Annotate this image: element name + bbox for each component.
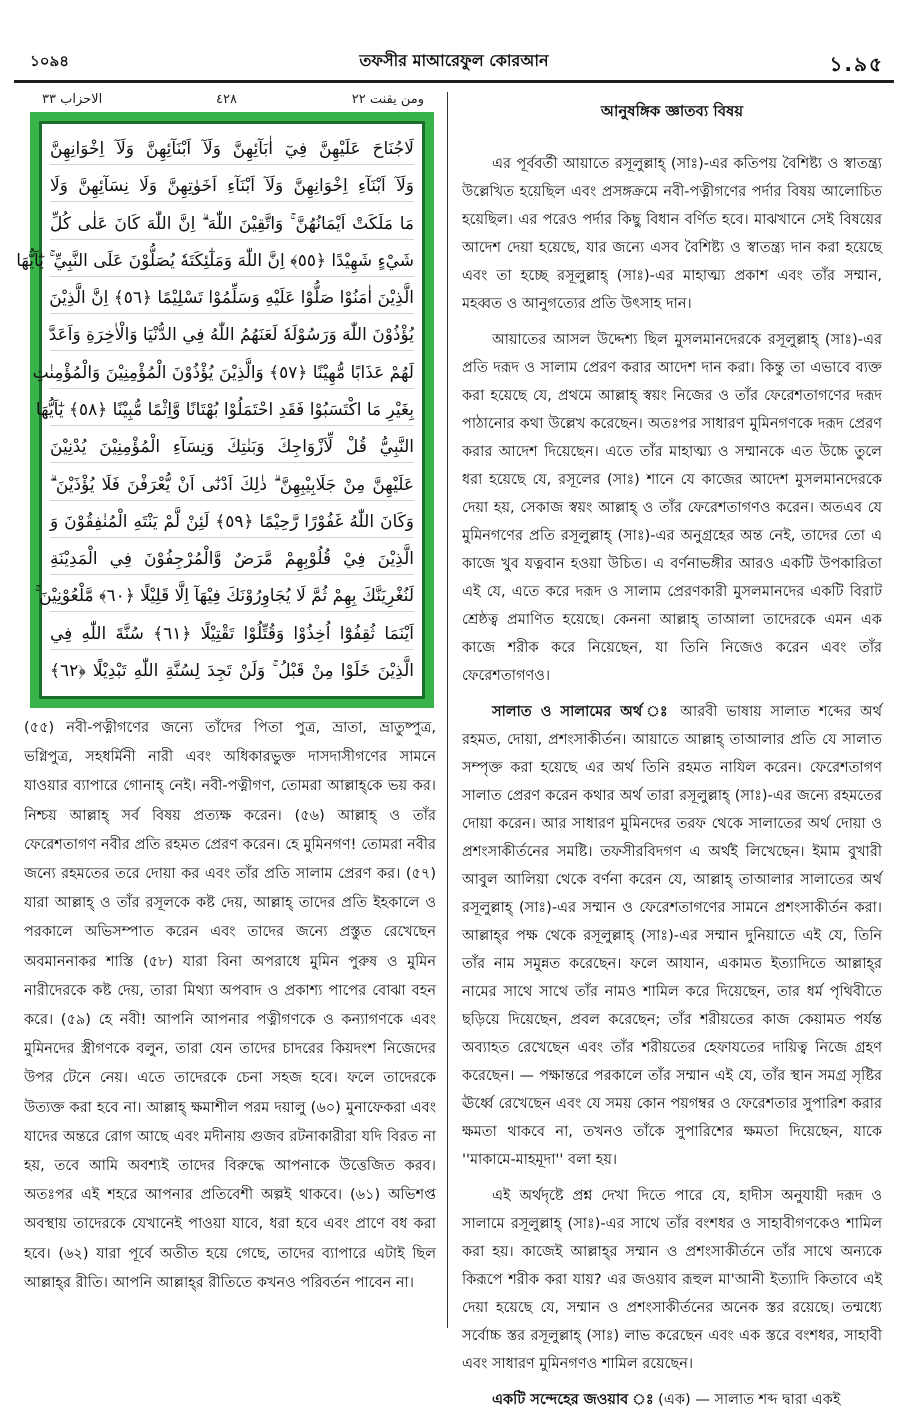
arabic-line: الَّذِيْنَ خَلَوْا مِنْ قَبْلُ ۚ وَلَنْ تَجِدَ لِسُنَّةِ اللّٰهِ تَبْدِيْلًا ﴿٦٢﴾ bbox=[50, 660, 414, 681]
juz-label: ومن يقنت ٢٢ bbox=[351, 92, 424, 107]
arabic-line: عَلَيْهِنَّ مِنْ جَلَابِيْبِهِنَّ ۗ ذٰلِكَ اَدْنٰٓى اَنْ يُّعْرَفْنَ فَلَا يُؤْذَيْنَ ۗ bbox=[50, 470, 414, 501]
paragraph-text: আয়াতের আসল উদ্দেশ্য ছিল মুসলমানদেরকে রসূলুল্লাহ্ (সাঃ)-এর প্রতি দরূদ ও সালাম প্রেরণ করার আদেশ দান করা। কিন্তু তা এভাবে ব্যক্ত করা হয়েছে যে, প্রথমে আল্লাহ্ স্বয়ং নিজের ও তাঁর ফেরেশতাগণের দরূদ পাঠানোর কথা উল্লেখ করেছেন। অতঃপর সাধারণ মুমিনগণকে দরূদ প্রেরণ করার আদেশ দিয়েছেন। এতে তাঁর মাহাত্ম্য ও সম্মানকে এত উচ্চে তুলে ধরা হয়েছে যে, রসূলের (সাঃ) শানে যে কাজের আদেশ মুসলমানদেরকে দেয়া হয়, সেকাজ স্বয়ং আল্লাহ্ ও তাঁর ফেরেশতাগণও করেন। অতএব যে মুমিনগণের প্রতি রসূলুল্লাহ্ (সাঃ)-এর অনুগ্রহের অন্ত নেই, তাদের তো এ কাজে খুব যত্নবান হওয়া উচিত। এ বর্ণনাভঙ্গীর আরও একটি উপকারিতা এই যে, এতে করে দরূদ ও সালাম প্রেরণকারী মুসলমানদের একটি বিরাট শ্রেষ্ঠত্ব প্রমাণিত হয়েছে। কেননা আল্লাহ্ তাআলা তাদেরকে এমন এক কাজে শরীক করে নিয়েছেন, যা তিনি নিজেও করেন এবং তাঁর ফেরেশতাগণও। bbox=[462, 332, 882, 684]
column-divider bbox=[447, 92, 448, 1328]
paragraph-text: আরবী ভাষায় সালাত শব্দের অর্থ রহমত, দোয়া, প্রশংসাকীর্তন। আয়াতে আল্লাহ্ তাআলার প্রতি যে সালাত সম্পৃক্ত করা হয়েছে এর অর্থ তিনি রহমত নাযিল করেন। ফেরেশতাগণ সালাত প্রেরণ করেন কথার অর্থ তারা রসূলুল্লাহ্ (সাঃ)-এর জন্যে রহমতের দোয়া করেন। আর সাধারণ মুমিনদের তরফ থেকে সালাতের অর্থ দোয়া ও প্রশংসাকীর্তনের সমষ্টি। তফসীরবিদগণ এ অর্থই লিখেছেন। ইমাম বুখারী আবুল আলিয়া থেকে বর্ণনা করেন যে, আল্লাহ্ তাআলার সালাতের অর্থ রসূলুল্লাহ্ (সাঃ)-এর সম্মান ও ফেরেশতাগণের সামনে প্রশংসাকীর্তন করা। আল্লাহ্‌র পক্ষ থেকে রসূলুল্লাহ্ (সাঃ)-এর সম্মান দুনিয়াতে এই যে, তিনি তাঁর নাম সমুন্নত করেছেন। ফলে আযান, একামত ইত্যাদিতে আল্লাহ্‌র নামের সাথে সাথে তাঁর নামও শামিল করে দিয়েছেন, তার ধর্ম পৃথিবীতে ছড়িয়ে দিয়েছেন, প্রবল করেছেন; তাঁর শরীয়তের কাজ কেয়ামত পর্যন্ত অব্যাহত রেখেছেন এবং তাঁর শরীয়তের হেফাযতের দায়িত্ব নিজে গ্রহণ করেছেন। — পক্ষান্তরে পরকালে তাঁর সম্মান এই যে, তাঁর স্থান সমগ্র সৃষ্টির ঊর্ধ্বে রেখেছেন এবং যে সময় কোন পয়গম্বর ও ফেরেশতার সুপারিশ করার ক্ষমতা থাকবে না, তখনও তাঁকে সুপারিশের ক্ষমতা দিয়েছেন, যাকে ''মাকামে-মাহমূদা'' বলা হয়। bbox=[462, 704, 883, 1168]
commentary-paragraph bbox=[462, 1386, 882, 1414]
arabic-line: اَيْنَمَا ثُقِفُوْٓا اُخِذُوْا وَقُتِّلُوْا تَقْتِيْلًا ﴿٦١﴾ سُنَّةَ اللّٰهِ فِي bbox=[50, 619, 414, 650]
paragraph-text: এই অর্থদৃষ্টে প্রশ্ন দেখা দিতে পারে যে, হাদীস অনুযায়ী দরূদ ও সালামে রসূলুল্লাহ্ (সাঃ)-এর সাথে তাঁর বংশধর ও সাহাবীগণকেও শামিল করা হয়। কাজেই আল্লাহ্‌র সম্মান ও প্রশংসাকীর্তনে তাঁর সাথে অন্যকে কিরূপে শরীক করা যায়? এর জওয়াব রূহুল মা'আনী ইত্যাদি কিতাবে এই দেয়া হয়েছে যে, সম্মান ও প্রশংসাকীর্তনের অনেক স্তর রয়েছে। তন্মধ্যে সর্বোচ্চ স্তর রসূলুল্লাহ্ (সাঃ) লাভ করেছেন এবং এক স্তরে বংশধর, সাহাবী এবং সাধারণ মুমিনগণও শামিল রয়েছেন। bbox=[462, 1188, 882, 1372]
paragraph-text: (এক) — সালাত শব্দ দ্বারা একই bbox=[653, 1392, 841, 1408]
arabic-line: شَيْءٍ شَهِيْدًا ﴿٥٥﴾ اِنَّ اللّٰهَ وَمَلٰٓئِكَتَهٗ يُصَلُّوْنَ عَلَى النَّبِيِّ ۚ يٰٓاَيُّهَا bbox=[50, 246, 414, 277]
section-heading: আনুষঙ্গিক জ্ঞাতব্য বিষয় bbox=[600, 102, 744, 120]
mushaf-page-number: ٤٢٨ bbox=[216, 92, 237, 107]
page-number-right: ১.৯৫ bbox=[829, 52, 884, 76]
arabic-line: وَكَانَ اللّٰهُ غَفُوْرًا رَّحِيْمًا ﴿٥٩﴾ لَئِنْ لَّمْ يَنْتَهِ الْمُنٰفِقُوْنَ وَ bbox=[50, 507, 414, 538]
arabic-line: يُؤْذُوْنَ اللّٰهَ وَرَسُوْلَهٗ لَعَنَهُمُ اللّٰهُ فِي الدُّنْيَا وَالْاٰخِرَةِ وَاَعَدَّ bbox=[50, 320, 414, 351]
arabic-line: بِغَيْرِ مَا اكْتَسَبُوْا فَقَدِ احْتَمَلُوْا بُهْتَانًا وَّاِثْمًا مُّبِيْنًا ﴿٥٨﴾ يٰٓاَيُّهَا bbox=[50, 395, 414, 426]
paragraph-text: এর পূর্ববর্তী আয়াতে রসূলুল্লাহ্ (সাঃ)-এর কতিপয় বৈশিষ্ট্য ও স্বাতন্ত্র্য উল্লেখিত হয়েছিল এবং প্রসঙ্গক্রমে নবী-পত্নীগণের পর্দার বিষয় আলোচিত হয়েছিল। এর পরেও পর্দার কিছু বিধান বর্ণিত হবে। মাঝখানে সেই বিষয়ের আদেশ দেয়া হয়েছে, যার জন্যে এসব বৈশিষ্ট্য ও স্বাতন্ত্র্য দান করা হয়েছে এবং তা হচ্ছে রসূলুল্লাহ্ (সাঃ)-এর মাহাত্ম্য প্রকাশ এবং তাঁর সম্মান, মহব্বত ও আনুগত্যের প্রতি উৎসাহ দান। bbox=[462, 156, 882, 312]
commentary-paragraph bbox=[462, 1182, 882, 1378]
commentary-paragraph bbox=[462, 698, 882, 1174]
arabic-line: لَنُغْرِيَنَّكَ بِهِمْ ثُمَّ لَا يُجَاوِرُوْنَكَ فِيْهَآ اِلَّا قَلِيْلًا ﴿٦٠﴾ مَّلْعُوْنِيْنَ ۚ bbox=[50, 581, 414, 612]
page-header bbox=[14, 44, 894, 80]
bengali-translation: (৫৫) নবী-পত্নীগণের জন্যে তাঁদের পিতা পুত্র, ভ্রাতা, ভ্রাতুষ্পুত্র, ভগ্নিপুত্র, সহধর্মিনী নারী এবং অধিকারভুক্ত দাসদাসীগণের সামনে যাওয়ার ব্যাপারে গোনাহ্ নেই। নবী-পত্নীগণ, তোমরা আল্লাহ্‌কে ভয় কর। নিশ্চয় আল্লাহ্ সর্ব বিষয় প্রত্যক্ষ করেন। (৫৬) আল্লাহ্ ও তাঁর ফেরেশতাগণ নবীর প্রতি রহমত প্রেরণ করেন। হে মুমিনগণ! তোমরা নবীর জন্যে রহমতের তরে দোয়া কর এবং তাঁর প্রতি সালাম প্রেরণ কর। (৫৭) যারা আল্লাহ্ ও তাঁর রসূলকে কষ্ট দেয়, আল্লাহ্ তাদের প্রতি ইহকালে ও পরকালে অভিসম্পাত করেন এবং তাদের জন্যে প্রস্তুত রেখেছেন অবমাননাকর শাস্তি (৫৮) যারা বিনা অপরাধে মুমিন পুরুষ ও মুমিন নারীদেরকে কষ্ট দেয়, তারা মিথ্যা অপবাদ ও প্রকাশ্য পাপের বোঝা বহন করে। (৫৯) হে নবী! আপনি আপনার পত্নীগণকে ও কন্যাগণকে এবং মুমিনদের স্ত্রীগণকে বলুন, তারা যেন তাদের চাদরের কিয়দংশ নিজেদের উপর টেনে নেয়। এতে তাদেরকে চেনা সহজ হবে। ফলে তাদেরকে উত্যক্ত করা হবে না। আল্লাহ্ ক্ষমাশীল পরম দয়ালু (৬০) মুনাফেকরা এবং যাদের অন্তরে রোগ আছে এবং মদীনায় গুজব রটনাকারীরা যদি বিরত না হয়, তবে আমি অবশ্যই তাদের বিরুদ্ধে আপনাকে উত্তেজিত করব। অতঃপর এই শহরে আপনার প্রতিবেশী অল্পই থাকবে। (৬১) অভিশপ্ত অবস্থায় তাদেরকে যেখানেই পাওয়া যাবে, ধরা হবে এবং প্রাণে বধ করা হবে। (৬২) যারা পূর্বে অতীত হয়ে গেছে, তাদের ব্যাপারে এটাই ছিল আল্লাহ্‌র রীতি। আপনি আল্লাহ্‌র রীতিতে কখনও পরিবর্তন পাবেন না। bbox=[24, 720, 436, 1291]
arabic-page-header bbox=[36, 92, 428, 112]
commentary-paragraph bbox=[462, 326, 882, 690]
arabic-line: النَّبِيُّ قُلْ لِّاَزْوَاجِكَ وَبَنٰتِكَ وَنِسَآءِ الْمُؤْمِنِيْنَ يُدْنِيْنَ bbox=[50, 432, 414, 463]
arabic-line: الَّذِيْنَ اٰمَنُوْا صَلُّوْا عَلَيْهِ وَسَلِّمُوْا تَسْلِيْمًا ﴿٥٦﴾ اِنَّ الَّذِيْنَ bbox=[50, 283, 414, 314]
surah-label: الاحزاب ٣٣ bbox=[42, 92, 103, 107]
book-title: তফসীর মাআরেফুল কোরআন bbox=[359, 51, 549, 70]
arabic-line: مَا مَلَكَتْ اَيْمَانُهُنَّ ۚ وَاتَّقِيْنَ اللّٰهَ ۗ اِنَّ اللّٰهَ كَانَ عَلٰى كُلِّ bbox=[50, 209, 414, 240]
page-number-left: ১০৯৪ bbox=[30, 52, 69, 70]
paragraph-lead: একটি সন্দেহের জওয়াব ঃ bbox=[492, 1392, 654, 1408]
arabic-line: الَّذِيْنَ فِيْ قُلُوْبِهِمْ مَّرَضٌ وَّالْمُرْجِفُوْنَ فِي الْمَدِيْنَةِ bbox=[50, 544, 414, 575]
paragraph-lead: সালাত ও সালামের অর্থ ঃ bbox=[492, 704, 672, 720]
commentary-text bbox=[462, 150, 882, 1422]
arabic-line: لَاجُنَاحَ عَلَيْهِنَّ فِيٓ اٰبَآئِهِنَّ وَلَآ اَبْنَآئِهِنَّ وَلَآ اِخْوَانِهِنَّ bbox=[50, 134, 414, 165]
header-rule bbox=[14, 80, 894, 83]
arabic-text-block bbox=[16, 121, 425, 699]
arabic-line: وَلَآ اَبْنَآءِ اِخْوَانِهِنَّ وَلَآ اَبْنَآءِ اَخَوٰتِهِنَّ وَلَا نِسَآئِهِنَّ وَلَا bbox=[50, 171, 414, 202]
quran-text-frame bbox=[16, 112, 434, 708]
arabic-line: لَهُمْ عَذَابًا مُّهِيْنًا ﴿٥٧﴾ وَالَّذِيْنَ يُؤْذُوْنَ الْمُؤْمِنِيْنَ وَالْمُؤْمِنٰتِ bbox=[50, 358, 414, 389]
commentary-paragraph bbox=[462, 150, 882, 318]
